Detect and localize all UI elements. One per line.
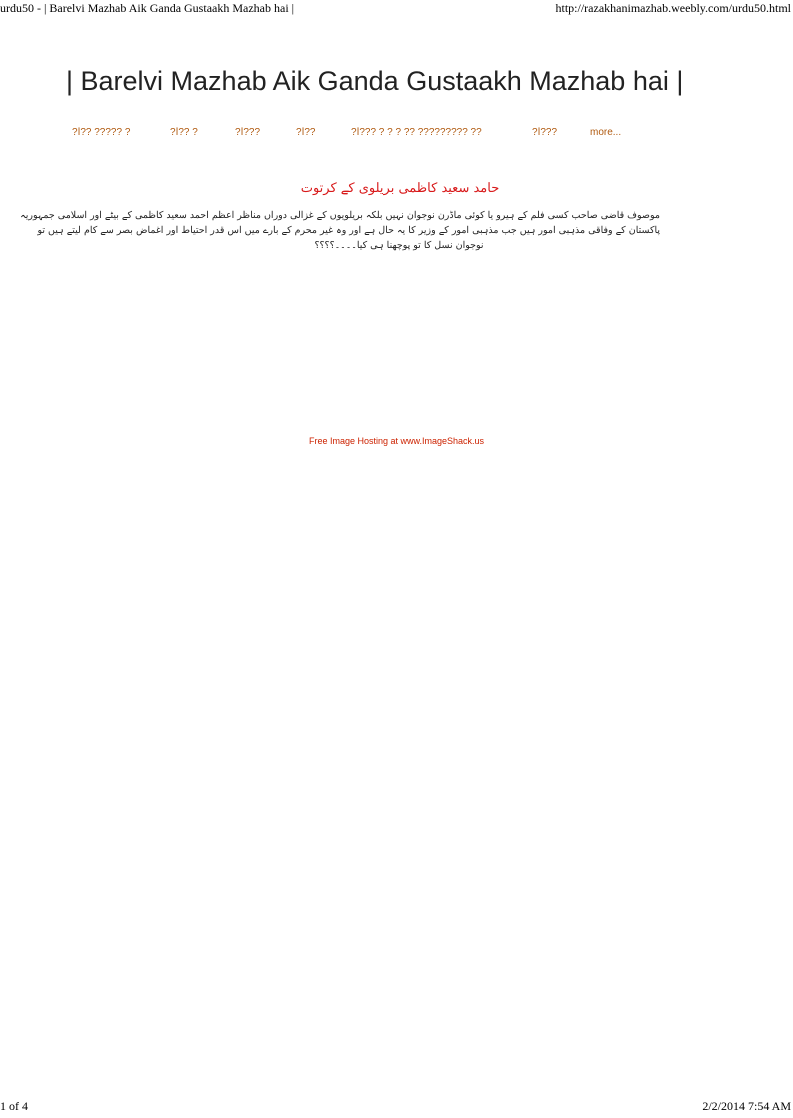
article-heading: حامد سعید کاظمی بریلوی کے کرتوت <box>300 181 500 196</box>
print-header-page-title: urdu50 - | Barelvi Mazhab Aik Ganda Gustaakh Mazhab hai | <box>0 1 295 15</box>
image-hosting-link[interactable]: Free Image Hosting at www.ImageShack.us <box>308 436 485 446</box>
nav-item-4[interactable]: ?ا?? <box>296 127 316 138</box>
nav-item-5[interactable]: ?ا??? ? ? ? ?? ????????? ?? <box>351 127 482 138</box>
print-footer <box>0 1099 793 1115</box>
article-body <box>20 208 660 253</box>
site-navigation <box>72 127 732 143</box>
nav-item-3[interactable]: ?ا??? <box>235 127 261 138</box>
print-page-number: 1 of 4 <box>0 1099 28 1113</box>
print-header <box>0 1 793 17</box>
site-title: | Barelvi Mazhab Aik Ganda Gustaakh Mazhab hai | <box>66 66 684 96</box>
print-header-url: http://razakhanimazhab.weebly.com/urdu50.html <box>555 1 791 15</box>
nav-item-6[interactable]: ?ا??? <box>532 127 558 138</box>
nav-more-link[interactable]: more... <box>590 127 622 138</box>
article-line-3: نوجوان نسل کا تو پوچھنا ہی کیا۔۔۔۔؟؟؟؟ <box>314 240 484 251</box>
article-line-1: موصوف قاضی صاحب کسی فلم کے ہیرو یا کوئی ماڈرن نوجوان نہیں بلکہ بریلویوں کے غزالی دوراں مناظر اعظم احمد سعید کاظمی کے بیٹے اور اسلامی جمہوریہ <box>20 210 660 221</box>
nav-item-2[interactable]: ?ا?? ? <box>170 127 198 138</box>
print-timestamp: 2/2/2014 7:54 AM <box>702 1099 791 1113</box>
nav-item-1[interactable]: ?ا?? ????? ? <box>72 127 131 138</box>
article-line-2: پاکستان کے وفاقی مذہبی امور ہیں جب مذہبی امور کے وزیر کا یہ حال ہے اور وہ غیر محرم کے بارے میں اس قدر احتیاط اور اغماض بصر سے کام لیتے ہیں تو <box>37 225 660 236</box>
